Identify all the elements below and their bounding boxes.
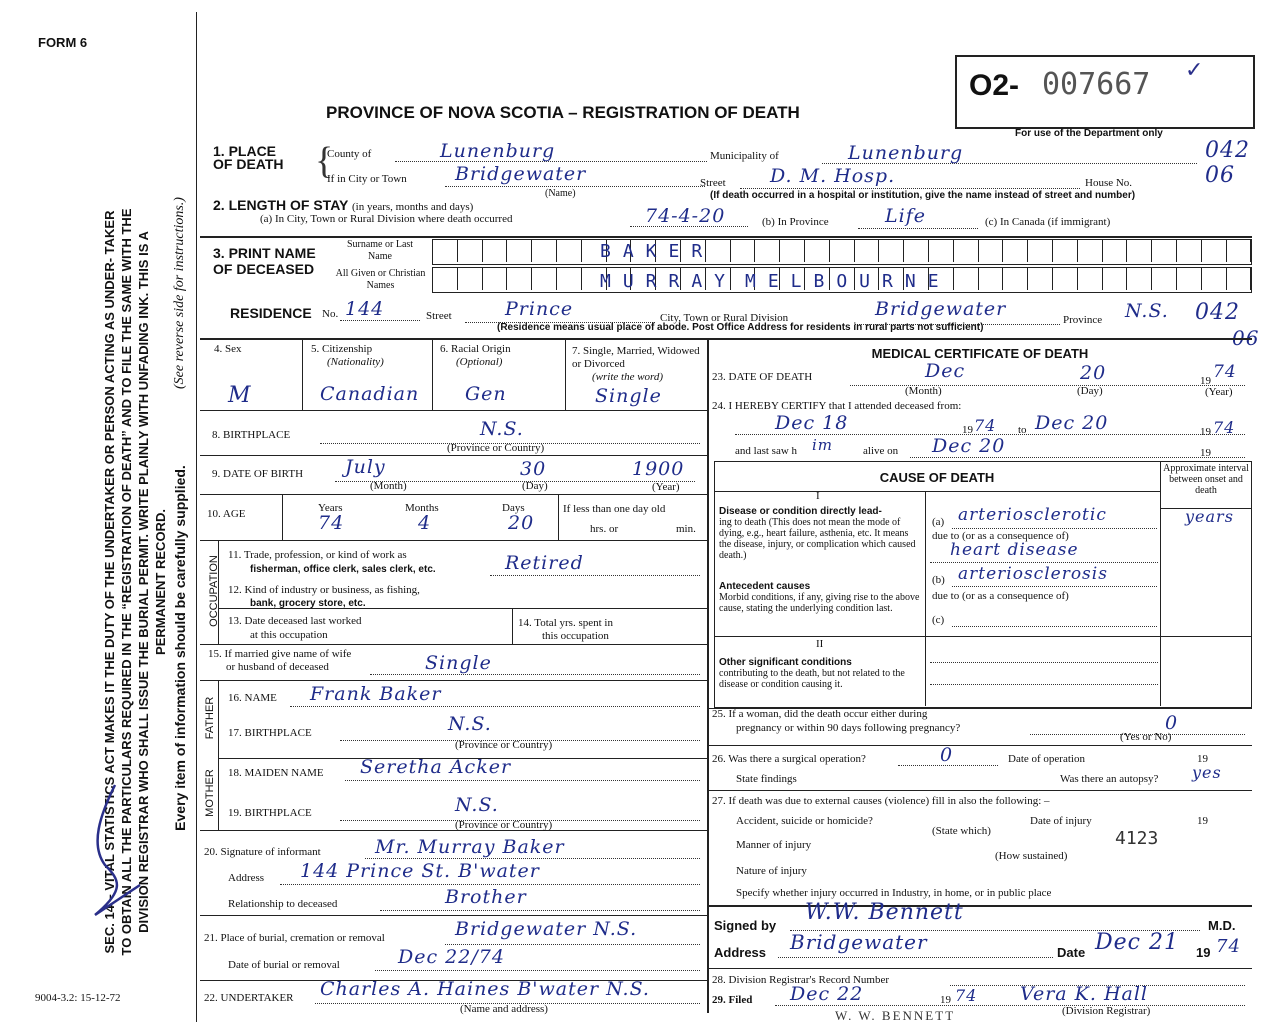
state-which-caption: (State which): [932, 825, 991, 837]
age-label: 10. AGE: [207, 508, 246, 520]
name-cell-divider: [482, 240, 483, 262]
q15-sub: or husband of deceased: [226, 661, 329, 673]
form-code: 9004-3.2: 15-12-72: [35, 992, 121, 1004]
dob-year-caption: (Year): [652, 481, 680, 493]
age-months-value: 4: [418, 512, 432, 534]
name-cell-divider: [457, 268, 458, 290]
name-cell-divider: [1151, 268, 1152, 290]
res-no-value: 144: [345, 298, 385, 320]
q12-label: 12. Kind of industry or business, as fishing,: [228, 584, 420, 596]
name-cell-divider: [1027, 240, 1028, 262]
citizenship-value: Canadian: [320, 383, 420, 405]
q27-label: 27. If death was due to external causes (violence) fill in also the following: –: [712, 795, 1050, 807]
signed-by-value: W.W. Bennett: [805, 900, 964, 925]
accident-label: Accident, suicide or homicide?: [736, 815, 873, 827]
name-cell-divider: [878, 240, 879, 262]
name-cell-divider: [754, 240, 755, 262]
res-province-label: Province: [1063, 314, 1103, 326]
due-to-1-value: heart disease: [950, 540, 1079, 560]
age-days-label: Days: [502, 502, 525, 514]
name-cell-divider: [1176, 268, 1177, 290]
q11-value: Retired: [505, 552, 584, 574]
name-cell-divider: [978, 240, 979, 262]
house-label: House No.: [1085, 177, 1133, 189]
age-days-value: 20: [508, 512, 535, 534]
margin-handwritten-mark: [70, 775, 150, 935]
informant-address-label: Address: [228, 872, 265, 884]
signed-date-value: Dec 21: [1095, 930, 1179, 955]
form-label: FORM 6: [38, 35, 88, 50]
undertaker-value: Charles A. Haines B'water N.S.: [320, 978, 650, 1000]
race-label: 6. Racial Origin: [440, 343, 511, 355]
alive-date: Dec 20: [932, 435, 1006, 457]
father-side-label: FATHER: [204, 696, 216, 740]
stay-c-label: (c) In Canada (if immigrant): [985, 216, 1111, 228]
city-value: Bridgewater: [455, 163, 587, 185]
death-year: 74: [1213, 362, 1237, 382]
residence-label: RESIDENCE: [230, 305, 312, 321]
print-name-label: 3. PRINT NAME OF DECEASED: [213, 245, 316, 277]
dob-day-caption: (Day): [522, 480, 548, 492]
from-year: 74: [974, 416, 997, 435]
name-cell-divider: [1176, 240, 1177, 262]
death-month: Dec: [925, 360, 966, 382]
q29-label: 29. Filed: [712, 994, 753, 1006]
name-cell-divider: [1077, 240, 1078, 262]
birthplace-caption: (Province or Country): [447, 442, 545, 454]
typed-name: W. W. BENNETT: [835, 1008, 956, 1023]
cause-c-label: (c): [932, 614, 945, 626]
marital-value: Single: [595, 385, 662, 407]
city-label: If in City or Town: [327, 173, 407, 185]
res-street-value: Prince: [505, 298, 574, 320]
marital-label: 7. Single, Married, Widowed or Divorced: [572, 345, 700, 370]
specify-label: Specify whether injury occurred in Industry, in home, or in public place: [736, 887, 1052, 899]
from-year-prefix: 19: [962, 424, 973, 436]
citizenship-sub: (Nationality): [327, 356, 384, 368]
occupation-side-label: OCCUPATION: [208, 555, 220, 627]
informant-address: 144 Prince St. B'water: [300, 860, 540, 882]
stay-b-label: (b) In Province: [762, 216, 829, 228]
stay-label: 2. LENGTH OF STAY: [213, 197, 349, 213]
other-text: contributing to the death, but not related to the disease or condition causing it.: [719, 668, 905, 690]
checkmark-icon: ✓: [1185, 57, 1204, 82]
stay-b-value: Life: [885, 205, 926, 227]
death-year-prefix: 19: [1200, 375, 1211, 387]
stay-a-value: 74-4-20: [645, 205, 726, 227]
birthplace-label: 8. BIRTHPLACE: [212, 429, 291, 441]
injury-date-label: Date of injury: [1030, 815, 1092, 827]
q11-label: 11. Trade, profession, or kind of work as: [228, 549, 407, 561]
name-cell-divider: [581, 240, 582, 262]
marital-sub: (write the word): [592, 371, 664, 383]
signed-address-label: Address: [714, 945, 767, 960]
dept-use-note: For use of the Department only: [1015, 128, 1163, 139]
stay-a-label: (a) In City, Town or Rural Division where death occurred: [260, 213, 513, 225]
cause-b-value: arteriosclerosis: [958, 564, 1108, 584]
residence-note: (Residence means usual place of abode. Post Office Address for residents in rural parts not sufficient): [497, 322, 984, 333]
father-birthplace: N.S.: [448, 713, 492, 735]
sec14-notice: SEC. 14 – VITAL STATISTICS ACT MAKES IT THE DUTY OF THE UNDERTAKER OR PERSON ACTING AS UNDER- TAKER TO OBTAIN ALL THE PARTICULARS REQUIRED IN THE “REGISTRATION OF DEATH” AND TO FILE THE SAME WITH THE DIVISION REGISTRAR WHO SHALL ISSUE THE BURIAL PERMIT. WRITE PLAINLY WITH UNFADING INK. THIS IS A PERMANENT RECORD.: [102, 208, 168, 956]
name-cell-divider: [1201, 240, 1202, 262]
death-day-caption: (Day): [1077, 385, 1103, 397]
operation-year-prefix: 19: [1197, 753, 1208, 765]
res-street-label: Street: [426, 310, 452, 322]
stay-sub: (in years, months and days): [352, 201, 474, 213]
interval-heading: Approximate interval between onset and death: [1163, 463, 1249, 496]
name-cell-divider: [779, 240, 780, 262]
res-city-label: City, Town or Rural Division: [660, 312, 789, 324]
name-cell-divider: [953, 268, 954, 290]
name-cell-divider: [1126, 240, 1127, 262]
signed-address-value: Bridgewater: [790, 930, 928, 954]
dept-code-1: 042: [1205, 138, 1250, 163]
father-name: Frank Baker: [310, 683, 442, 705]
q15-label: 15. If married give name of wife: [208, 648, 352, 660]
death-month-caption: (Month): [905, 385, 942, 397]
other-heading: Other significant conditions: [719, 657, 852, 668]
registration-box: [955, 55, 1255, 129]
q22-label: 22. UNDERTAKER: [204, 992, 294, 1004]
name-cell-divider: [953, 240, 954, 262]
mother-birthplace: N.S.: [455, 794, 499, 816]
name-cell-divider: [1002, 268, 1003, 290]
q14-label: 14. Total yrs. spent in: [518, 617, 613, 629]
burial-date: Dec 22/74: [398, 946, 505, 968]
to-year: 74: [1213, 418, 1236, 437]
name-caption: (Name): [545, 188, 576, 199]
q26-label: 26. Was there a surgical operation?: [712, 753, 866, 765]
name-cell-divider: [581, 268, 582, 290]
dob-label: 9. DATE OF BIRTH: [212, 468, 304, 480]
given-value-1: MURRAY: [600, 271, 738, 292]
mother-maiden-name: Seretha Acker: [360, 756, 512, 778]
brace: {: [315, 140, 334, 182]
q13-sub: at this occupation: [250, 629, 328, 641]
given-value-2: MELBOURNE: [745, 271, 951, 292]
name-cell-divider: [1250, 268, 1251, 290]
name-cell-divider: [1052, 268, 1053, 290]
hospital-note: (If death occurred in a hospital or institution, give the name instead of street and number): [710, 190, 1136, 201]
name-cell-divider: [804, 240, 805, 262]
municipality-value: Lunenburg: [848, 142, 964, 164]
attended-from: Dec 18: [775, 412, 849, 434]
q24-label: 24. I HEREBY CERTIFY that I attended deceased from:: [712, 400, 962, 412]
name-cell-divider: [829, 240, 830, 262]
race-value: Gen: [465, 383, 507, 405]
every-item-note: Every item of information should be carefully supplied.: [172, 465, 188, 831]
to-year-prefix: 19: [1200, 426, 1211, 438]
q28-label: 28. Division Registrar's Record Number: [712, 974, 890, 986]
name-cell-divider: [1226, 240, 1227, 262]
q23-label: 23. DATE OF DEATH: [712, 371, 813, 383]
birthplace-value: N.S.: [480, 418, 524, 440]
name-cell-divider: [1027, 268, 1028, 290]
injury-year-prefix: 19: [1197, 815, 1208, 827]
father-birthplace-caption: (Province or Country): [455, 739, 553, 751]
name-cell-divider: [903, 240, 904, 262]
findings-label: State findings: [736, 773, 797, 785]
county-label: County of: [327, 148, 372, 160]
left-margin-line: [196, 12, 197, 1022]
q25-answer: 0: [1165, 712, 1179, 734]
relationship-value: Brother: [445, 886, 527, 908]
q14-sub: this occupation: [542, 630, 609, 642]
death-year-caption: (Year): [1205, 386, 1233, 398]
street-label: Street: [700, 177, 726, 189]
q12-sub: bank, grocery store, etc.: [250, 598, 366, 609]
municipality-label: Municipality of: [710, 150, 779, 162]
nature-label: Nature of injury: [736, 865, 807, 877]
q25-sub: pregnancy or within 90 days following pregnancy?: [736, 722, 961, 734]
name-cell-divider: [506, 240, 507, 262]
manner-label: Manner of injury: [736, 839, 812, 851]
q13-label: 13. Date deceased last worked: [228, 615, 362, 627]
signed-year-prefix: 19: [1196, 945, 1211, 960]
mother-birthplace-caption: (Province or Country): [455, 819, 553, 831]
q15-value: Single: [425, 652, 492, 674]
last-saw-value: im: [812, 436, 834, 454]
q11-sub: fisherman, office clerk, sales clerk, etc.: [250, 564, 436, 575]
res-no-label: No.: [322, 308, 339, 320]
due-to-2: due to (or as a consequence of): [932, 590, 1069, 602]
reg-prefix: O2-: [969, 69, 1020, 102]
cause-a-value: arteriosclerotic: [958, 505, 1107, 525]
surname-value: BAKER: [600, 241, 715, 262]
q16-label: 16. NAME: [228, 692, 277, 704]
attended-to: Dec 20: [1035, 412, 1109, 434]
signed-year: 74: [1216, 936, 1241, 957]
name-cell-divider: [1002, 240, 1003, 262]
dob-day: 30: [520, 458, 547, 480]
registrar-caption: (Division Registrar): [1062, 1005, 1151, 1017]
name-cell-divider: [531, 240, 532, 262]
disease-heading: Disease or condition directly lead-: [719, 506, 882, 517]
operation-date-label: Date of operation: [1008, 753, 1085, 765]
res-province-value: N.S.: [1125, 300, 1169, 322]
dob-month-caption: (Month): [370, 480, 407, 492]
res-city-value: Bridgewater: [875, 298, 1007, 320]
race-sub: (Optional): [456, 356, 503, 368]
q25-caption: (Yes or No): [1120, 731, 1172, 743]
hrs-label: hrs. or: [590, 523, 619, 535]
citizenship-label: 5. Citizenship: [311, 343, 373, 355]
name-cell-divider: [1201, 268, 1202, 290]
roman-2: II: [816, 638, 824, 650]
county-value: Lunenburg: [440, 140, 556, 162]
burial-place: Bridgewater N.S.: [455, 918, 638, 940]
sex-value: M: [228, 383, 252, 408]
cause-a-interval: years: [1185, 507, 1234, 526]
name-cell-divider: [1102, 268, 1103, 290]
name-cell-divider: [482, 268, 483, 290]
sex-label: 4. Sex: [214, 343, 242, 355]
dept-code-2: 06: [1205, 163, 1235, 188]
name-cell-divider: [1126, 268, 1127, 290]
relationship-label: Relationship to deceased: [228, 898, 338, 910]
name-cell-divider: [556, 240, 557, 262]
surname-label: Surname or Last Name: [346, 239, 414, 262]
how-sustained-caption: (How sustained): [995, 850, 1068, 862]
alive-year-prefix: 19: [1200, 447, 1211, 459]
cause-b-label: (b): [932, 574, 945, 586]
age-years-label: Years: [318, 502, 343, 514]
md-label: M.D.: [1208, 918, 1236, 933]
roman-1: I: [816, 490, 820, 502]
last-saw-label: and last saw h: [735, 445, 798, 457]
q18-label: 18. MAIDEN NAME: [228, 767, 324, 779]
mother-side-label: MOTHER: [204, 769, 216, 817]
name-cell-divider: [730, 240, 731, 262]
dob-month: July: [345, 456, 386, 478]
dob-year: 1900: [632, 458, 685, 480]
name-cell-divider: [928, 240, 929, 262]
filed-date: Dec 22: [790, 983, 864, 1005]
name-cell-divider: [854, 240, 855, 262]
less-day-label: If less than one day old: [563, 503, 666, 515]
cause-a-label: (a): [932, 516, 945, 528]
name-cell-divider: [1052, 240, 1053, 262]
burial-date-label: Date of burial or removal: [228, 959, 340, 971]
street-value: D. M. Hosp.: [770, 165, 896, 187]
age-years-value: 74: [318, 512, 345, 534]
name-cell-divider: [1226, 268, 1227, 290]
reg-number: 007667: [1042, 67, 1151, 102]
res-code-2: 06: [1232, 326, 1260, 350]
name-cell-divider: [531, 268, 532, 290]
informant-signature: Mr. Murray Baker: [375, 836, 565, 858]
q19-label: 19. BIRTHPLACE: [228, 807, 312, 819]
filed-year-prefix: 19: [940, 994, 951, 1006]
name-cell-divider: [978, 268, 979, 290]
stamp-number: 4123: [1115, 828, 1159, 849]
antecedent-heading: Antecedent causes: [719, 581, 811, 592]
medical-heading: MEDICAL CERTIFICATE OF DEATH: [871, 346, 1089, 361]
name-cell-divider: [1077, 268, 1078, 290]
undertaker-caption: (Name and address): [460, 1003, 548, 1015]
alive-label: alive on: [863, 445, 899, 457]
q25-label: 25. If a woman, did the death occur either during: [712, 708, 928, 720]
see-reverse-note: (See reverse side for instructions.): [172, 197, 187, 389]
due-to-1: due to (or as a consequence of): [932, 530, 1069, 542]
signed-by-label: Signed by: [714, 918, 777, 933]
to-label: to: [1018, 424, 1027, 436]
autopsy-label: Was there an autopsy?: [1060, 773, 1159, 785]
death-day: 20: [1080, 362, 1107, 384]
given-label: All Given or Christian Names: [335, 268, 426, 291]
q17-label: 17. BIRTHPLACE: [228, 727, 312, 739]
surname-cells: [432, 239, 1252, 265]
autopsy-answer: yes: [1192, 763, 1222, 782]
name-cell-divider: [506, 268, 507, 290]
name-cell-divider: [457, 240, 458, 262]
disease-text: ing to death (This does not mean the mode of dying, e.g., heart failure, asthenia, etc. It means the disease, injury, or complication which caused death.): [719, 517, 916, 561]
q21-label: 21. Place of burial, cremation or removal: [204, 932, 385, 944]
place-label: 1. PLACE OF DEATH: [213, 143, 284, 172]
name-cell-divider: [1250, 240, 1251, 262]
age-months-label: Months: [405, 502, 439, 514]
res-code-1: 042: [1195, 300, 1240, 325]
registrar-signature: Vera K. Hall: [1020, 983, 1148, 1005]
min-label: min.: [676, 523, 696, 535]
q20-label: 20. Signature of informant: [204, 846, 321, 858]
page-title: PROVINCE OF NOVA SCOTIA – REGISTRATION OF DEATH: [326, 103, 800, 122]
q26-answer: 0: [940, 744, 954, 766]
name-cell-divider: [1102, 240, 1103, 262]
signed-date-label: Date: [1057, 945, 1086, 960]
filed-year: 74: [955, 986, 978, 1005]
name-cell-divider: [1151, 240, 1152, 262]
antecedent-text: Morbid conditions, if any, giving rise to the above cause, stating the underlying condition last.: [719, 592, 920, 614]
name-cell-divider: [556, 268, 557, 290]
cause-heading: CAUSE OF DEATH: [879, 470, 995, 485]
